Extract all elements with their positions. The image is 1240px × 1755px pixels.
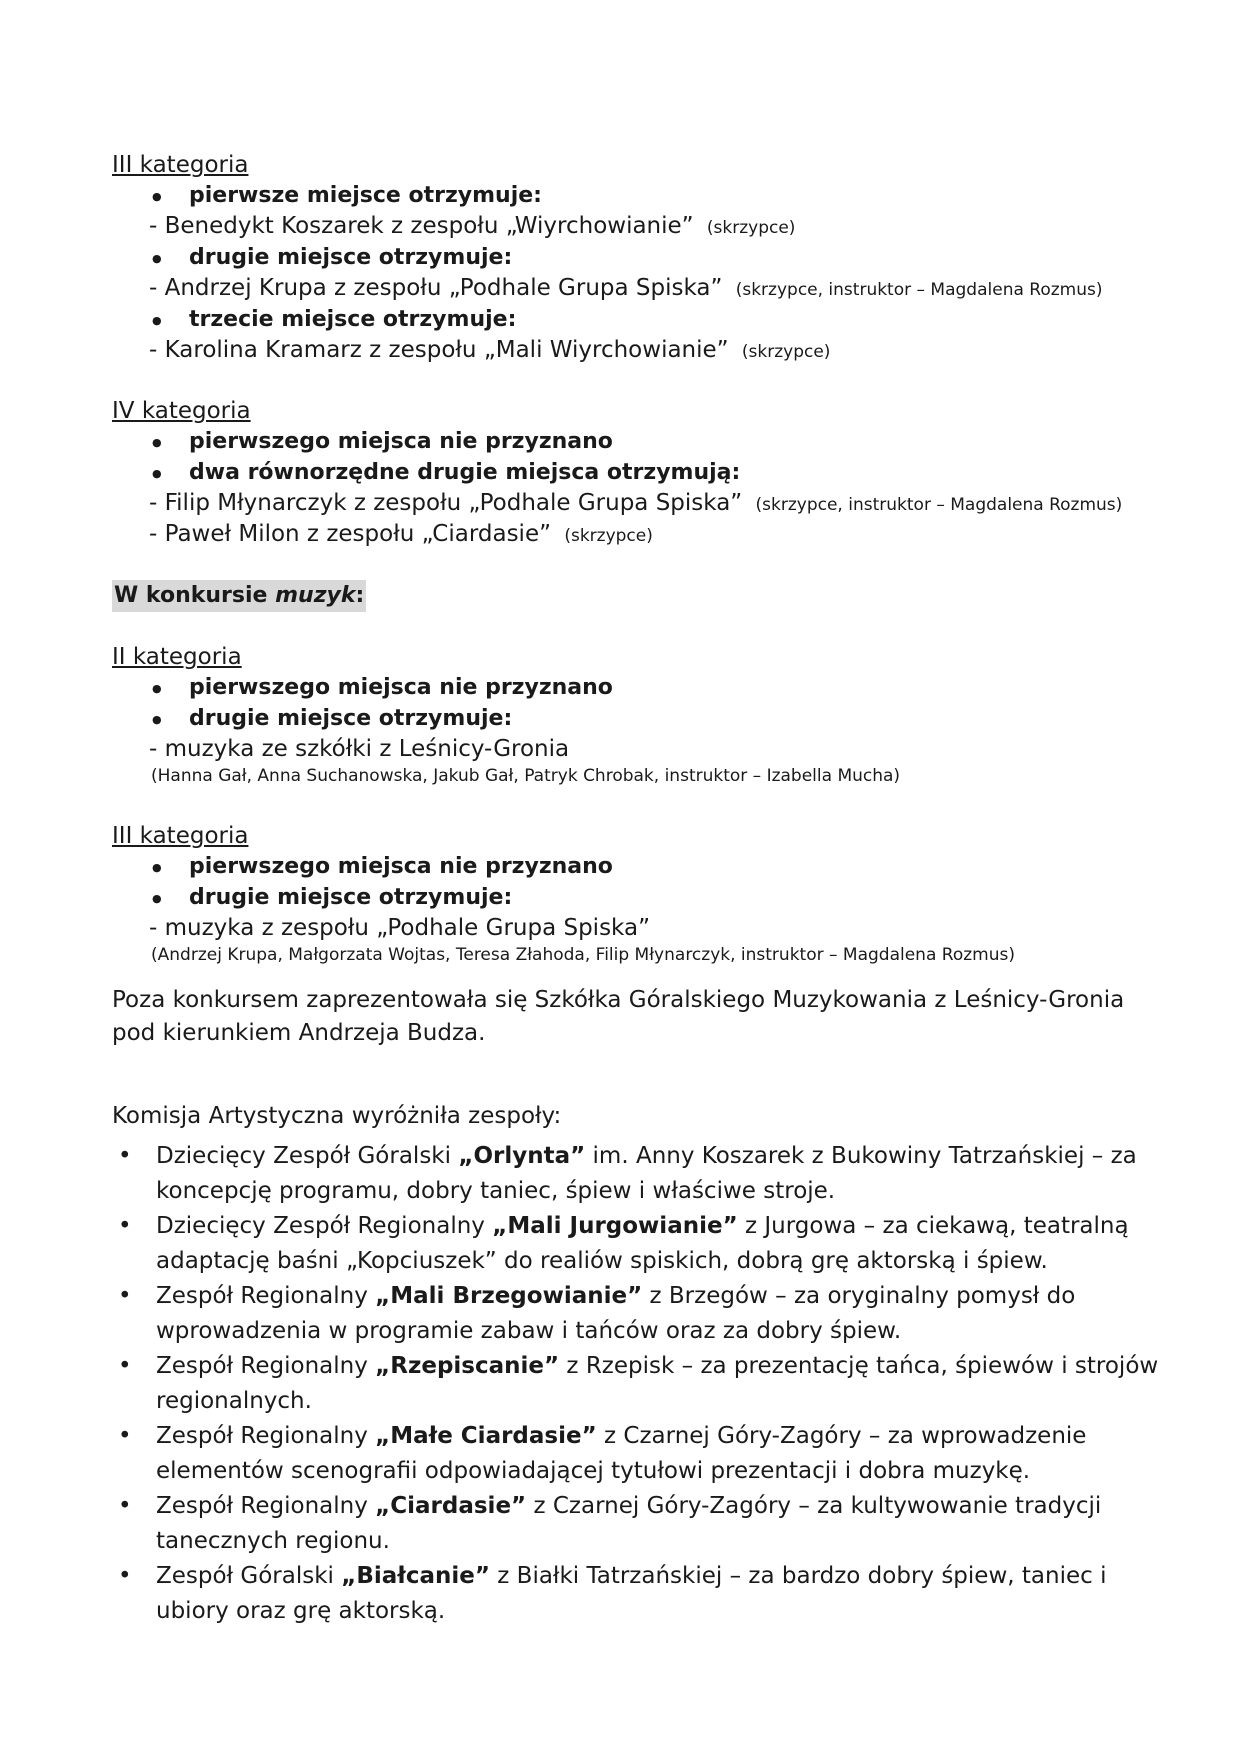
award-ensemble-name: „Mali Jurgowianie” [492,1213,738,1239]
award-item-prefix: Dziecięcy Zespół Góralski [156,1143,459,1169]
members-list: (Andrzej Krupa, Małgorzata Wojtas, Teresa Złahoda, Filip Młynarczyk, instruktor – Magdalena Rozmus) [151,945,1015,965]
award-item-reason: z Jurgowa – za ciekawą, teatralną adaptację baśni „Kopciuszek” do realiów spiskich, dobrą grę aktorską i śpiew. [156,1213,1129,1274]
bullet-icon: • [118,1493,132,1519]
award-entry: - Filip Młynarczyk z zespołu „Podhale Grupa Spiska” (skrzypce, instruktor – Magdalena Rozmus) [149,490,1123,516]
award-ensemble-name: „Małe Ciardasie” [375,1423,597,1449]
section-heading: W konkursie muzyk: [112,580,366,612]
award-entry: - Paweł Milon z zespołu „Ciardasie” (skrzypce) [149,521,653,547]
award-item-prefix: Zespół Regionalny [156,1493,376,1519]
award-item [112,1139,1172,1209]
place-bullet: ● pierwsze miejsce otrzymuje: [112,180,1172,211]
awards-list [112,1139,1172,1629]
award-item-reason: z Rzepisk – za prezentację tańca, śpiewów i strojów regionalnych. [156,1353,1159,1414]
award-entry: - Karolina Kramarz z zespołu „Mali Wiyrchowianie” (skrzypce) [149,337,831,363]
bullet-icon: • [118,1423,132,1449]
award-item-prefix: Zespół Regionalny [156,1353,376,1379]
bullet-icon: • [118,1283,132,1309]
award-item-reason: z Czarnej Góry-Zagóry – za wprowadzenie elementów scenografii odpowiadającej tytułowi prezentacji i dobra muzykę. [156,1423,1087,1484]
award-item [112,1489,1172,1559]
award-item [112,1419,1172,1489]
award-item [112,1349,1172,1419]
awards-intro: Komisja Artystyczna wyróżniła zespoły: [112,1103,562,1129]
award-entry: - muzyka z zespołu „Podhale Grupa Spiska” [149,915,650,941]
award-item-prefix: Zespół Regionalny [156,1423,376,1449]
award-item-prefix: Zespół Regionalny [156,1283,376,1309]
bullet-icon: • [118,1213,132,1239]
place-bullet: ● drugie miejsce otrzymuje: [112,703,1172,734]
award-ensemble-name: „Mali Brzegowianie” [375,1283,643,1309]
place-bullet: ● pierwszego miejsca nie przyznano [112,426,1172,457]
place-bullet: ● pierwszego miejsca nie przyznano [112,851,1172,882]
award-item-reason: im. Anny Koszarek z Bukowiny Tatrzańskiej – za koncepcję programu, dobry taniec, śpiew i właściwe stroje. [156,1143,1137,1204]
members-list: (Hanna Gał, Anna Suchanowska, Jakub Gał, Patryk Chrobak, instruktor – Izabella Mucha) [151,766,901,786]
award-entry: - Andrzej Krupa z zespołu „Podhale Grupa Spiska” (skrzypce, instruktor – Magdalena Rozmus) [149,275,1103,301]
award-item-reason: z Brzegów – za oryginalny pomysł do wprowadzenia w programie zabaw i tańców oraz za dobry śpiew. [156,1283,1076,1344]
place-bullet: ● dwa równorzędne drugie miejsca otrzymują: [112,457,1172,488]
bullet-icon: • [118,1563,132,1589]
award-ensemble-name: „Białcanie” [341,1563,490,1589]
award-item-reason: z Białki Tatrzańskiej – za bardzo dobry śpiew, taniec i ubiory oraz grę aktorską. [156,1563,1107,1624]
bullet-icon: • [118,1353,132,1379]
award-entry: - Benedykt Koszarek z zespołu „Wiyrchowianie” (skrzypce) [149,213,796,239]
award-item-prefix: Zespół Góralski [156,1563,342,1589]
award-ensemble-name: „Ciardasie” [375,1493,527,1519]
bullet-icon: • [118,1143,132,1169]
place-bullet: ● drugie miejsce otrzymuje: [112,242,1172,273]
category-heading: IV kategoria [112,398,251,424]
place-bullet: ● pierwszego miejsca nie przyznano [112,672,1172,703]
award-ensemble-name: „Rzepiscanie” [375,1353,560,1379]
out-of-competition-paragraph: Poza konkursem zaprezentowała się Szkółka Góralskiego Muzykowania z Leśnicy-Gronia pod kierunkiem Andrzeja Budza. [112,987,1125,1046]
category-heading: III kategoria [112,152,249,178]
category-heading: II kategoria [112,644,242,670]
section-heading-row [112,580,1172,612]
place-bullet: ● drugie miejsce otrzymuje: [112,882,1172,913]
award-entry: - muzyka ze szkółki z Leśnicy-Gronia [149,736,570,762]
award-item [112,1209,1172,1279]
award-item-prefix: Dziecięcy Zespół Regionalny [156,1213,493,1239]
award-item [112,1559,1172,1629]
award-ensemble-name: „Orlynta” [458,1143,586,1169]
document-body [112,150,1172,1629]
award-item-reason: z Czarnej Góry-Zagóry – za kultywowanie tradycji tanecznych regionu. [156,1493,1102,1554]
category-heading: III kategoria [112,823,249,849]
award-item [112,1279,1172,1349]
place-bullet: ● trzecie miejsce otrzymuje: [112,304,1172,335]
